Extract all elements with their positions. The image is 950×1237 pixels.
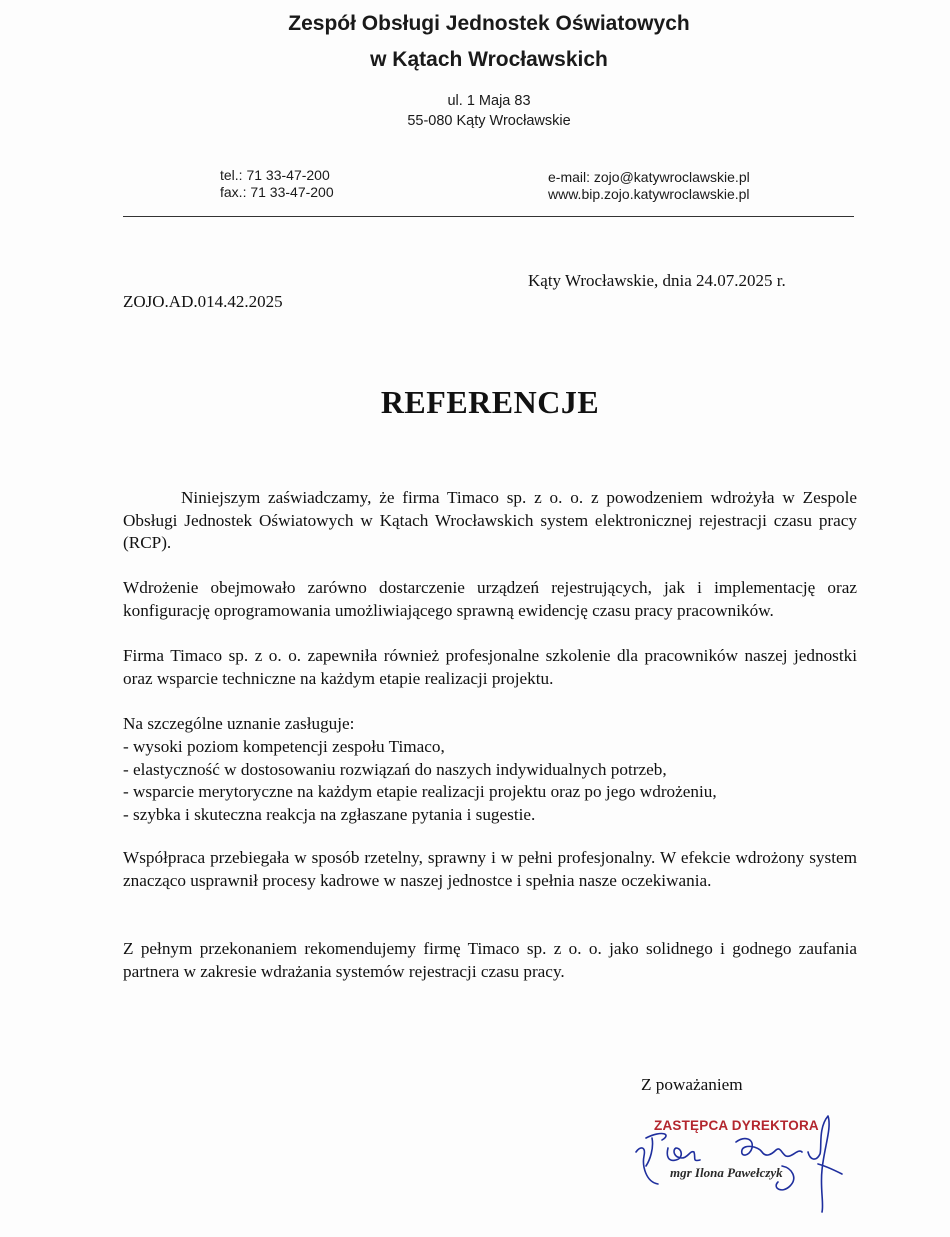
place-and-date: Kąty Wrocławskie, dnia 24.07.2025 r. bbox=[528, 271, 786, 290]
email-address: e-mail: zojo@katywroclawskie.pl bbox=[548, 169, 750, 185]
stamp-name: mgr Ilona Pawełczyk bbox=[670, 1165, 783, 1180]
organization-name: Zespół Obsługi Jednostek Oświatowych bbox=[288, 12, 690, 35]
phone-number: tel.: 71 33-47-200 bbox=[220, 167, 330, 183]
address-street: ul. 1 Maja 83 bbox=[447, 93, 531, 109]
online-contacts bbox=[548, 169, 750, 203]
organization-location: w Kątach Wrocławskich bbox=[370, 48, 608, 71]
phone-contacts bbox=[220, 167, 334, 201]
reference-number: ZOJO.AD.014.42.2025 bbox=[123, 292, 283, 311]
stamp-title: ZASTĘPCA DYREKTORA bbox=[654, 1118, 819, 1133]
body-paragraph-recommendation: Z pełnym przekonaniem rekomendujemy firmę Timaco sp. z o. o. jako solidnego i godnego zaufania partnera w zakresie wdrażania systemów rejestracji czasu pracy. bbox=[123, 939, 857, 981]
list-item: - wysoki poziom kompetencji zespołu Timaco, bbox=[123, 737, 445, 756]
signature-stamp bbox=[632, 1108, 852, 1218]
body-paragraph-scope: Wdrożenie obejmowało zarówno dostarczenie urządzeń rejestrujących, jak i implementację oraz konfigurację oprogramowania umożliwiającego sprawną ewidencję czasu pracy pracowników. bbox=[123, 578, 857, 620]
body-paragraph-cooperation: Współpraca przebiegała w sposób rzetelny, sprawny i w pełni profesjonalny. W efekcie wdrożony system znacząco usprawnił procesy kadrowe w naszej jednostce i spełnia nasze oczekiwania. bbox=[123, 848, 857, 890]
fax-number: fax.: 71 33-47-200 bbox=[220, 184, 334, 200]
body-paragraph-intro: Niniejszym zaświadczamy, że firma Timaco sp. z o. o. z powodzeniem wdrożyła w Zespole Obsługi Jednostek Oświatowych w Kątach Wrocławskich system elektronicznej rejestracji czasu pracy (RCP). bbox=[123, 488, 857, 553]
closing-salutation: Z poważaniem bbox=[641, 1075, 743, 1094]
document-title: REFERENCJE bbox=[380, 384, 600, 420]
address-city: 55-080 Kąty Wrocławskie bbox=[407, 113, 571, 129]
list-intro: Na szczególne uznanie zasługuje: bbox=[123, 714, 355, 733]
signature-strokes bbox=[636, 1116, 842, 1212]
website-address: www.bip.zojo.katywroclawskie.pl bbox=[548, 186, 750, 202]
body-paragraph-training: Firma Timaco sp. z o. o. zapewniła również profesjonalne szkolenie dla pracowników naszej jednostki oraz wsparcie techniczne na każdym etapie realizacji projektu. bbox=[123, 646, 857, 688]
list-item: - wsparcie merytoryczne na każdym etapie realizacji projektu oraz po jego wdrożeniu, bbox=[123, 782, 717, 802]
merit-list bbox=[123, 736, 717, 826]
list-item: - szybka i skuteczna reakcja na zgłaszane pytania i sugestie. bbox=[123, 804, 536, 824]
header-divider bbox=[123, 216, 854, 217]
list-item: - elastyczność w dostosowaniu rozwiązań do naszych indywidualnych potrzeb, bbox=[123, 759, 667, 779]
handwritten-signature bbox=[632, 1108, 852, 1218]
